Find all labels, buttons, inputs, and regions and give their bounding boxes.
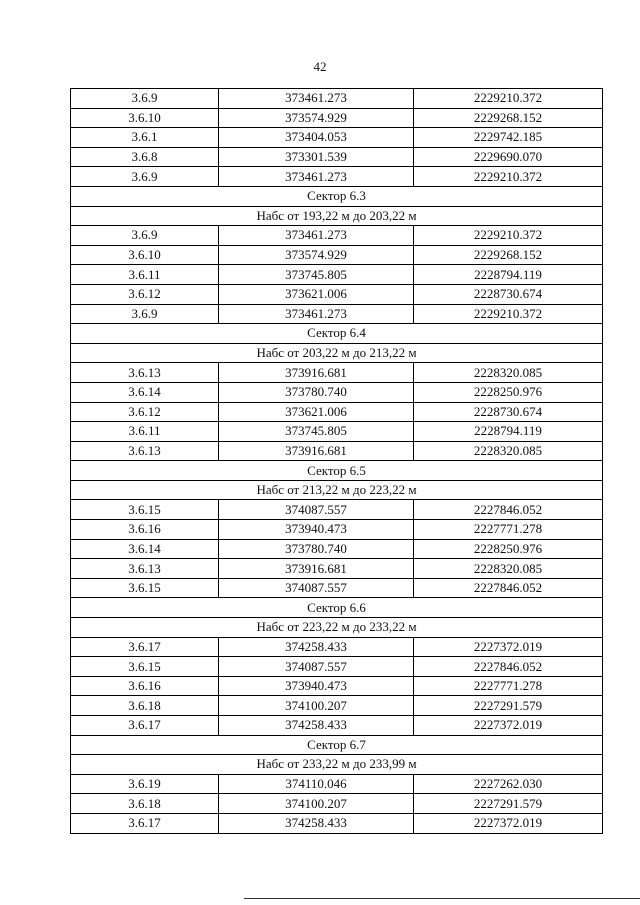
- sector-title-row: [71, 735, 603, 755]
- x-coordinate-cell: 373940.473: [219, 520, 414, 540]
- table-row: [71, 657, 603, 677]
- y-coordinate-cell: 2228794.119: [414, 265, 603, 285]
- table-row: [71, 422, 603, 442]
- x-coordinate-cell: 373574.929: [219, 245, 414, 265]
- x-coordinate-cell: 374110.046: [219, 774, 414, 794]
- x-coordinate-cell: 373780.740: [219, 382, 414, 402]
- table-row: [71, 284, 603, 304]
- y-coordinate-cell: 2228320.085: [414, 559, 603, 579]
- x-coordinate-cell: 373621.006: [219, 284, 414, 304]
- y-coordinate-cell: 2227291.579: [414, 794, 603, 814]
- point-id-cell: 3.6.19: [71, 774, 219, 794]
- point-id-cell: 3.6.1: [71, 128, 219, 148]
- sector-title: Сектор 6.7: [71, 735, 603, 755]
- table-row: [71, 441, 603, 461]
- table-row: [71, 813, 603, 833]
- x-coordinate-cell: 373745.805: [219, 422, 414, 442]
- point-id-cell: 3.6.15: [71, 657, 219, 677]
- table-row: [71, 167, 603, 187]
- y-coordinate-cell: 2229210.372: [414, 226, 603, 246]
- table-row: [71, 716, 603, 736]
- sector-title-row: [71, 324, 603, 344]
- point-id-cell: 3.6.14: [71, 539, 219, 559]
- table-row: [71, 363, 603, 383]
- sector-height-range: Набс от 233,22 м до 233,99 м: [71, 755, 603, 775]
- x-coordinate-cell: 373574.929: [219, 108, 414, 128]
- point-id-cell: 3.6.16: [71, 676, 219, 696]
- y-coordinate-cell: 2227846.052: [414, 500, 603, 520]
- point-id-cell: 3.6.13: [71, 559, 219, 579]
- sector-height-range-row: [71, 480, 603, 500]
- point-id-cell: 3.6.14: [71, 382, 219, 402]
- point-id-cell: 3.6.12: [71, 284, 219, 304]
- y-coordinate-cell: 2228730.674: [414, 402, 603, 422]
- table-row: [71, 520, 603, 540]
- sector-height-range: Набс от 203,22 м до 213,22 м: [71, 343, 603, 363]
- x-coordinate-cell: 373461.273: [219, 89, 414, 109]
- sector-height-range-row: [71, 206, 603, 226]
- y-coordinate-cell: 2228320.085: [414, 363, 603, 383]
- x-coordinate-cell: 374258.433: [219, 637, 414, 657]
- point-id-cell: 3.6.18: [71, 794, 219, 814]
- point-id-cell: 3.6.16: [71, 520, 219, 540]
- table-row: [71, 304, 603, 324]
- table-row: [71, 696, 603, 716]
- table-row: [71, 265, 603, 285]
- x-coordinate-cell: 373461.273: [219, 304, 414, 324]
- sector-height-range-row: [71, 618, 603, 638]
- point-id-cell: 3.6.9: [71, 89, 219, 109]
- point-id-cell: 3.6.15: [71, 578, 219, 598]
- y-coordinate-cell: 2229742.185: [414, 128, 603, 148]
- y-coordinate-cell: 2227372.019: [414, 716, 603, 736]
- point-id-cell: 3.6.13: [71, 363, 219, 383]
- table-row: [71, 500, 603, 520]
- table-row: [71, 245, 603, 265]
- table-row: [71, 774, 603, 794]
- y-coordinate-cell: 2227846.052: [414, 578, 603, 598]
- point-id-cell: 3.6.17: [71, 716, 219, 736]
- sector-title-row: [71, 598, 603, 618]
- x-coordinate-cell: 373461.273: [219, 226, 414, 246]
- x-coordinate-cell: 374087.557: [219, 578, 414, 598]
- table-row: [71, 108, 603, 128]
- point-id-cell: 3.6.10: [71, 108, 219, 128]
- table-row: [71, 539, 603, 559]
- x-coordinate-cell: 374258.433: [219, 716, 414, 736]
- coordinates-table: [70, 88, 603, 834]
- sector-height-range: Набс от 213,22 м до 223,22 м: [71, 480, 603, 500]
- point-id-cell: 3.6.12: [71, 402, 219, 422]
- point-id-cell: 3.6.17: [71, 813, 219, 833]
- x-coordinate-cell: 373621.006: [219, 402, 414, 422]
- y-coordinate-cell: 2227846.052: [414, 657, 603, 677]
- sector-title: Сектор 6.5: [71, 461, 603, 481]
- y-coordinate-cell: 2228730.674: [414, 284, 603, 304]
- point-id-cell: 3.6.9: [71, 167, 219, 187]
- page-number: 42: [313, 59, 327, 74]
- y-coordinate-cell: 2228794.119: [414, 422, 603, 442]
- point-id-cell: 3.6.10: [71, 245, 219, 265]
- table-row: [71, 226, 603, 246]
- y-coordinate-cell: 2228320.085: [414, 441, 603, 461]
- point-id-cell: 3.6.8: [71, 147, 219, 167]
- table-row: [71, 382, 603, 402]
- x-coordinate-cell: 374087.557: [219, 657, 414, 677]
- table-row: [71, 637, 603, 657]
- table-row: [71, 402, 603, 422]
- y-coordinate-cell: 2227262.030: [414, 774, 603, 794]
- y-coordinate-cell: 2229690.070: [414, 147, 603, 167]
- table-row: [71, 676, 603, 696]
- x-coordinate-cell: 374258.433: [219, 813, 414, 833]
- table-row: [71, 559, 603, 579]
- x-coordinate-cell: 373916.681: [219, 441, 414, 461]
- x-coordinate-cell: 373461.273: [219, 167, 414, 187]
- x-coordinate-cell: 374087.557: [219, 500, 414, 520]
- x-coordinate-cell: 373916.681: [219, 363, 414, 383]
- x-coordinate-cell: 374100.207: [219, 696, 414, 716]
- point-id-cell: 3.6.17: [71, 637, 219, 657]
- y-coordinate-cell: 2229268.152: [414, 108, 603, 128]
- y-coordinate-cell: 2227291.579: [414, 696, 603, 716]
- point-id-cell: 3.6.13: [71, 441, 219, 461]
- scan-edge-line: [244, 898, 640, 899]
- y-coordinate-cell: 2229210.372: [414, 304, 603, 324]
- table-row: [71, 128, 603, 148]
- sector-title: Сектор 6.6: [71, 598, 603, 618]
- point-id-cell: 3.6.11: [71, 422, 219, 442]
- sector-height-range-row: [71, 755, 603, 775]
- y-coordinate-cell: 2227771.278: [414, 520, 603, 540]
- point-id-cell: 3.6.9: [71, 304, 219, 324]
- sector-height-range-row: [71, 343, 603, 363]
- x-coordinate-cell: 373916.681: [219, 559, 414, 579]
- y-coordinate-cell: 2227771.278: [414, 676, 603, 696]
- sector-title: Сектор 6.4: [71, 324, 603, 344]
- sector-title: Сектор 6.3: [71, 186, 603, 206]
- point-id-cell: 3.6.18: [71, 696, 219, 716]
- table-row: [71, 578, 603, 598]
- point-id-cell: 3.6.11: [71, 265, 219, 285]
- sector-height-range: Набс от 193,22 м до 203,22 м: [71, 206, 603, 226]
- y-coordinate-cell: 2228250.976: [414, 382, 603, 402]
- x-coordinate-cell: 373404.053: [219, 128, 414, 148]
- sector-height-range: Набс от 223,22 м до 233,22 м: [71, 618, 603, 638]
- y-coordinate-cell: 2227372.019: [414, 813, 603, 833]
- x-coordinate-cell: 373301.539: [219, 147, 414, 167]
- coordinates-table-body: [71, 89, 603, 834]
- sector-title-row: [71, 186, 603, 206]
- table-row: [71, 147, 603, 167]
- y-coordinate-cell: 2229268.152: [414, 245, 603, 265]
- y-coordinate-cell: 2229210.372: [414, 167, 603, 187]
- y-coordinate-cell: 2229210.372: [414, 89, 603, 109]
- table-row: [71, 794, 603, 814]
- x-coordinate-cell: 373780.740: [219, 539, 414, 559]
- x-coordinate-cell: 373940.473: [219, 676, 414, 696]
- table-row: [71, 89, 603, 109]
- y-coordinate-cell: 2227372.019: [414, 637, 603, 657]
- point-id-cell: 3.6.15: [71, 500, 219, 520]
- point-id-cell: 3.6.9: [71, 226, 219, 246]
- x-coordinate-cell: 374100.207: [219, 794, 414, 814]
- y-coordinate-cell: 2228250.976: [414, 539, 603, 559]
- sector-title-row: [71, 461, 603, 481]
- x-coordinate-cell: 373745.805: [219, 265, 414, 285]
